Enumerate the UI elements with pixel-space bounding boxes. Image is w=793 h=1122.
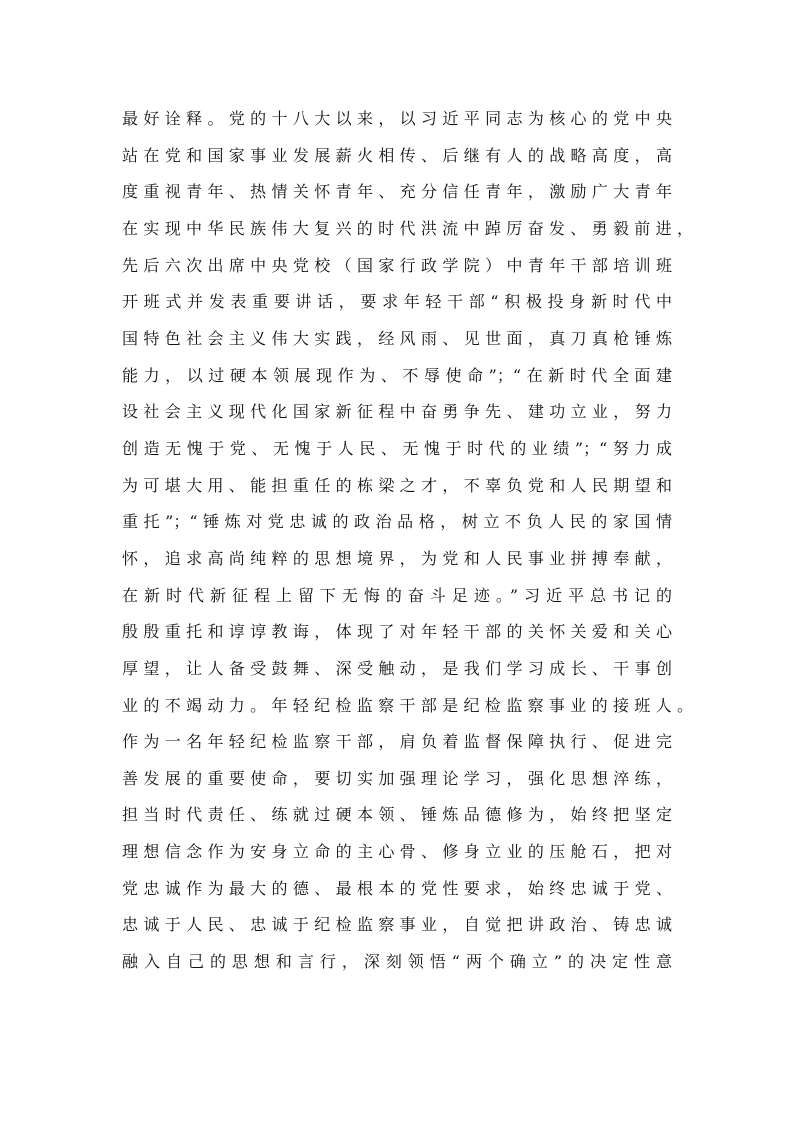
body-paragraph: [122, 101, 702, 981]
text-line: 作为一名年轻纪检监察干部，肩负着监督保障执行、促进完: [122, 732, 672, 752]
text-line: 善发展的重要使命，要切实加强理论学习，强化思想淬练，: [122, 768, 672, 788]
text-line: 在实现中华民族伟大复兴的时代洪流中踔厉奋发、勇毅前进，: [122, 218, 693, 238]
text-line: 党忠诚作为最大的德、最根本的党性要求，始终忠诚于党、: [122, 878, 672, 898]
text-line: 最好诠释。党的十八大以来，以习近平同志为核心的党中央: [122, 109, 672, 128]
text-line: 融入自己的思想和言行，深刻领悟“两个确立”的决定性意: [122, 952, 672, 972]
text-line: 为可堪大用、能担重任的栋梁之才，不辜负党和人民期望和: [122, 475, 672, 495]
text-line: 理想信念作为安身立命的主心骨、修身立业的压舱石，把对: [122, 842, 672, 862]
text-line: 殷殷重托和谆谆教诲，体现了对年轻干部的关怀关爱和关心: [122, 622, 672, 642]
text-line: 在新时代新征程上留下无悔的奋斗足迹。”习近平总书记的: [122, 585, 672, 605]
text-line: 能力，以过硬本领展现作为、不辱使命”；“在新时代全面建: [122, 365, 672, 385]
text-line: 设社会主义现代化国家新征程中奋勇争先、建功立业，努力: [122, 402, 672, 422]
text-line: 担当时代责任、练就过硬本领、锤炼品德修为，始终把坚定: [122, 805, 672, 825]
text-line: 厚望，让人备受鼓舞、深受触动，是我们学习成长、干事创: [122, 658, 672, 678]
text-line: 重托”；“锤炼对党忠诚的政治品格，树立不负人民的家国情: [122, 512, 672, 532]
text-line: 站在党和国家事业发展薪火相传、后继有人的战略高度，高: [122, 145, 672, 165]
text-line: 国特色社会主义伟大实践，经风雨、见世面，真刀真枪锤炼: [122, 328, 672, 348]
text-line: 开班式并发表重要讲话，要求年轻干部“积极投身新时代中: [122, 292, 672, 312]
text-line: 度重视青年、热情关怀青年、充分信任青年，激励广大青年: [122, 182, 672, 202]
text-line: 先后六次出席中央党校（国家行政学院）中青年干部培训班: [122, 255, 672, 275]
text-line: 忠诚于人民、忠诚于纪检监察事业，自觉把讲政治、铸忠诚: [122, 915, 672, 935]
text-line: 创造无愧于党、无愧于人民、无愧于时代的业绩”；“努力成: [122, 438, 672, 458]
text-line: 业的不竭动力。年轻纪检监察干部是纪检监察事业的接班人。: [122, 695, 693, 715]
text-line: 怀，追求高尚纯粹的思想境界，为党和人民事业拼搏奉献，: [122, 548, 672, 568]
